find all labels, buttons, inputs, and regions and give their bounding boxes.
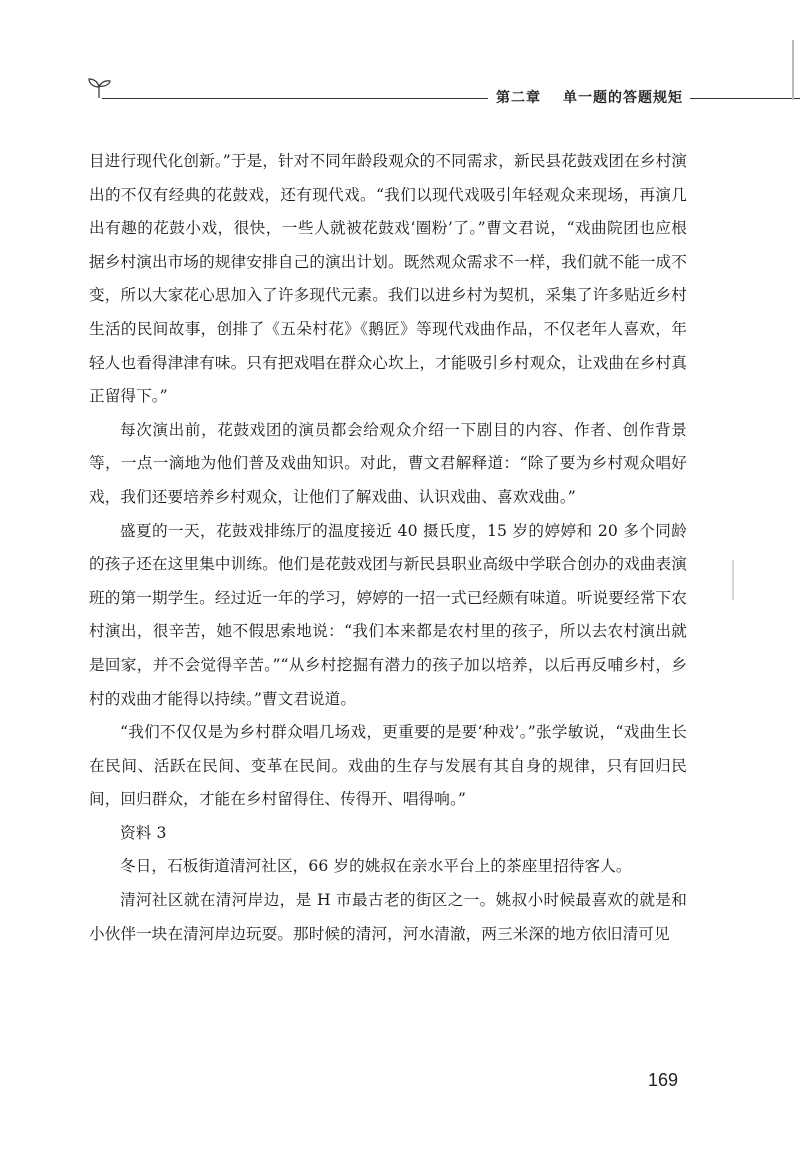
paragraph: 目进行现代化创新。”于是，针对不同年龄段观众的不同需求，新民县花鼓戏团在乡村演出的不仅有经典的花鼓戏，还有现代戏。“我们以现代戏吸引年轻观众来现场，再演几出有趣的花鼓小戏，很快，一些人就被花鼓戏‘圈粉’了。”曹文君说，“戏曲院团也应根据乡村演出市场的规律安排自己的演出计划。既然观众需求不一样，我们就不能一成不变，所以大家花心思加入了许多现代元素。我们以进乡村为契机，采集了许多贴近乡村生活的民间故事，创排了《五朵村花》《鹅匠》等现代戏曲作品，不仅老年人喜欢，年轻人也看得津津有味。只有把戏唱在群众心坎上，才能吸引乡村观众，让戏曲在乡村真正留得下。” [89, 152, 687, 406]
paragraph: 盛夏的一天，花鼓戏排练厅的温度接近 40 摄氏度，15 岁的婷婷和 20 多个同龄的孩子还在这里集中训练。他们是花鼓戏团与新民县职业高级中学联合创办的戏曲表演班的第一期学生。经过近一年的学习，婷婷的一招一式已经颇有味道。听说要经常下农村演出，很辛苦，她不假思索地说：“我们本来都是农村里的孩子，所以去农村演出就是回家，并不会觉得辛苦。”“从乡村挖掘有潜力的孩子加以培养，以后再反哺乡村，乡村的戏曲才能得以持续。”曹文君说道。 [89, 521, 687, 708]
scan-margin-mark [792, 40, 794, 100]
sprout-icon [86, 74, 112, 100]
header-rule-left [102, 98, 488, 99]
body-text [89, 145, 687, 951]
section-title: 单一题的答题规矩 [563, 90, 683, 106]
paragraph: 冬日，石板街道清河社区，66 岁的姚叔在亲水平台上的茶座里招待客人。 [120, 857, 632, 876]
page-number: 169 [648, 1070, 679, 1090]
header-title [496, 87, 683, 107]
header-rule-right [690, 98, 800, 99]
paragraph: “我们不仅仅是为乡村群众唱几场戏，更重要的是要‘种戏’。”张学敏说，“戏曲生长在民间、活跃在民间、变革在民间。戏曲的生存与发展有其自身的规律，只有回归民间，回归群众，才能在乡村留得住、传得开、唱得响。” [89, 723, 687, 809]
chapter-label: 第二章 [496, 90, 541, 106]
paragraph: 清河社区就在清河岸边，是 H 市最古老的街区之一。姚叔小时候最喜欢的就是和小伙伴一块在清河岸边玩耍。那时候的清河，河水清澈，两三米深的地方依旧清可见 [89, 891, 687, 943]
material-label: 资料 3 [120, 823, 167, 842]
paragraph: 每次演出前，花鼓戏团的演员都会给观众介绍一下剧目的内容、作者、创作背景等，一点一滴地为他们普及戏曲知识。对此，曹文君解释道：“除了要为乡村观众唱好戏，我们还要培养乡村观众，让他们了解戏曲、认识戏曲、喜欢戏曲。” [89, 420, 687, 506]
scan-margin-mark [732, 560, 734, 600]
running-header [86, 80, 786, 108]
